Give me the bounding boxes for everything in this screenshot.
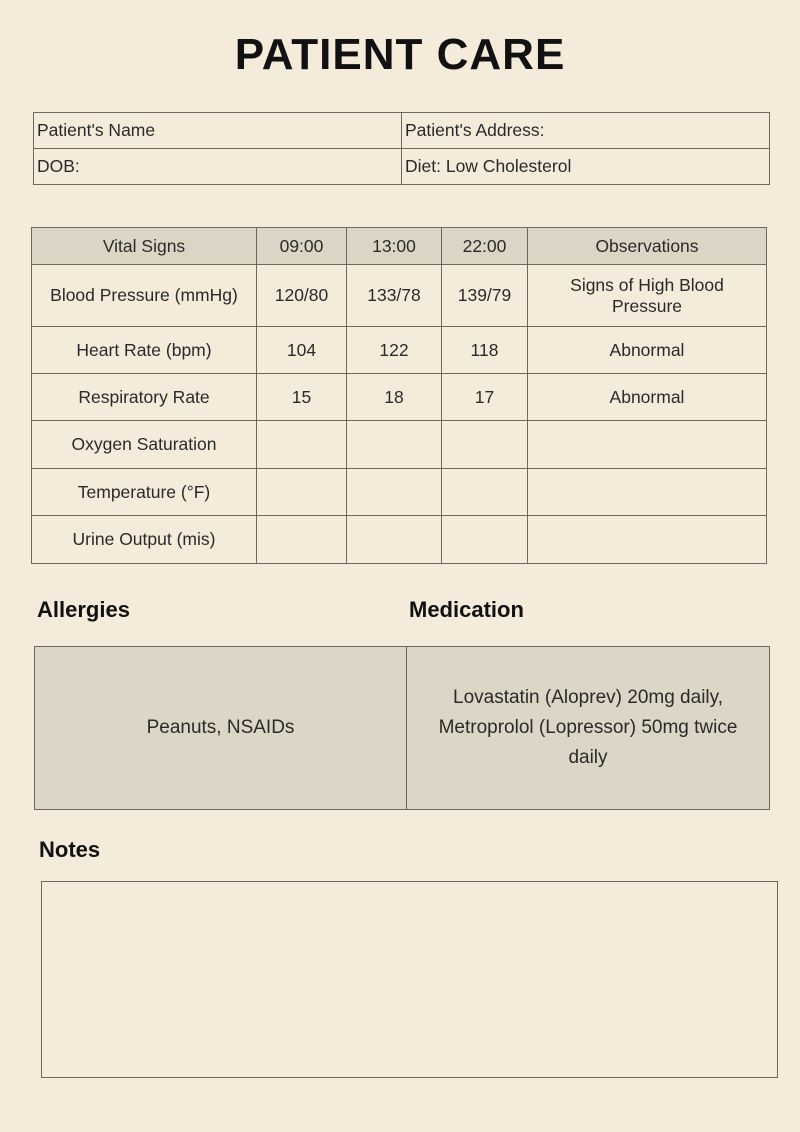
reading-cell[interactable]: 133/78 xyxy=(347,265,442,327)
reading-cell[interactable]: 118 xyxy=(442,327,528,374)
medication-heading: Medication xyxy=(409,597,524,622)
reading-cell[interactable] xyxy=(347,421,442,469)
medication-value[interactable]: Lovastatin (Aloprev) 20mg daily, Metroprolol (Lopressor) 50mg twice daily xyxy=(407,647,770,810)
reading-cell[interactable] xyxy=(257,516,347,564)
reading-cell[interactable] xyxy=(442,469,528,516)
vital-signs-table xyxy=(31,227,767,564)
reading-cell[interactable]: 122 xyxy=(347,327,442,374)
reading-cell[interactable]: 17 xyxy=(442,374,528,421)
table-row xyxy=(32,469,767,516)
column-header: Observations xyxy=(528,228,767,265)
allergies-heading: Allergies xyxy=(37,597,130,622)
allergies-value[interactable]: Peanuts, NSAIDs xyxy=(35,647,407,810)
observation-cell[interactable] xyxy=(528,516,767,564)
patient-info-table xyxy=(33,112,770,185)
dob-field[interactable]: DOB: xyxy=(34,149,402,185)
table-row xyxy=(32,327,767,374)
observation-cell[interactable]: Signs of High Blood Pressure xyxy=(528,265,767,327)
diet-field[interactable]: Diet: Low Cholesterol xyxy=(402,149,770,185)
reading-cell[interactable]: 104 xyxy=(257,327,347,374)
reading-cell[interactable] xyxy=(257,469,347,516)
vital-sign-label: Temperature (°F) xyxy=(32,469,257,516)
table-row xyxy=(32,421,767,469)
notes-box[interactable] xyxy=(41,881,778,1078)
vital-sign-label: Urine Output (mis) xyxy=(32,516,257,564)
allergies-medication-table xyxy=(34,646,770,810)
vital-sign-label: Heart Rate (bpm) xyxy=(32,327,257,374)
reading-cell[interactable] xyxy=(347,469,442,516)
column-header: 22:00 xyxy=(442,228,528,265)
column-header: Vital Signs xyxy=(32,228,257,265)
reading-cell[interactable]: 120/80 xyxy=(257,265,347,327)
reading-cell[interactable]: 15 xyxy=(257,374,347,421)
reading-cell[interactable]: 18 xyxy=(347,374,442,421)
observation-cell[interactable] xyxy=(528,469,767,516)
reading-cell[interactable] xyxy=(442,421,528,469)
table-row xyxy=(32,374,767,421)
reading-cell[interactable] xyxy=(442,516,528,564)
notes-heading: Notes xyxy=(39,837,101,862)
vital-sign-label: Oxygen Saturation xyxy=(32,421,257,469)
page-title: PATIENT CARE xyxy=(234,30,566,79)
reading-cell[interactable] xyxy=(347,516,442,564)
observation-cell[interactable] xyxy=(528,421,767,469)
patient-name-field[interactable]: Patient's Name xyxy=(34,113,402,149)
observation-cell[interactable]: Abnormal xyxy=(528,374,767,421)
table-row xyxy=(32,265,767,327)
reading-cell[interactable]: 139/79 xyxy=(442,265,528,327)
vital-sign-label: Blood Pressure (mmHg) xyxy=(32,265,257,327)
column-header: 13:00 xyxy=(347,228,442,265)
column-header: 09:00 xyxy=(257,228,347,265)
table-row xyxy=(32,516,767,564)
patient-address-field[interactable]: Patient's Address: xyxy=(402,113,770,149)
observation-cell[interactable]: Abnormal xyxy=(528,327,767,374)
reading-cell[interactable] xyxy=(257,421,347,469)
vital-sign-label: Respiratory Rate xyxy=(32,374,257,421)
